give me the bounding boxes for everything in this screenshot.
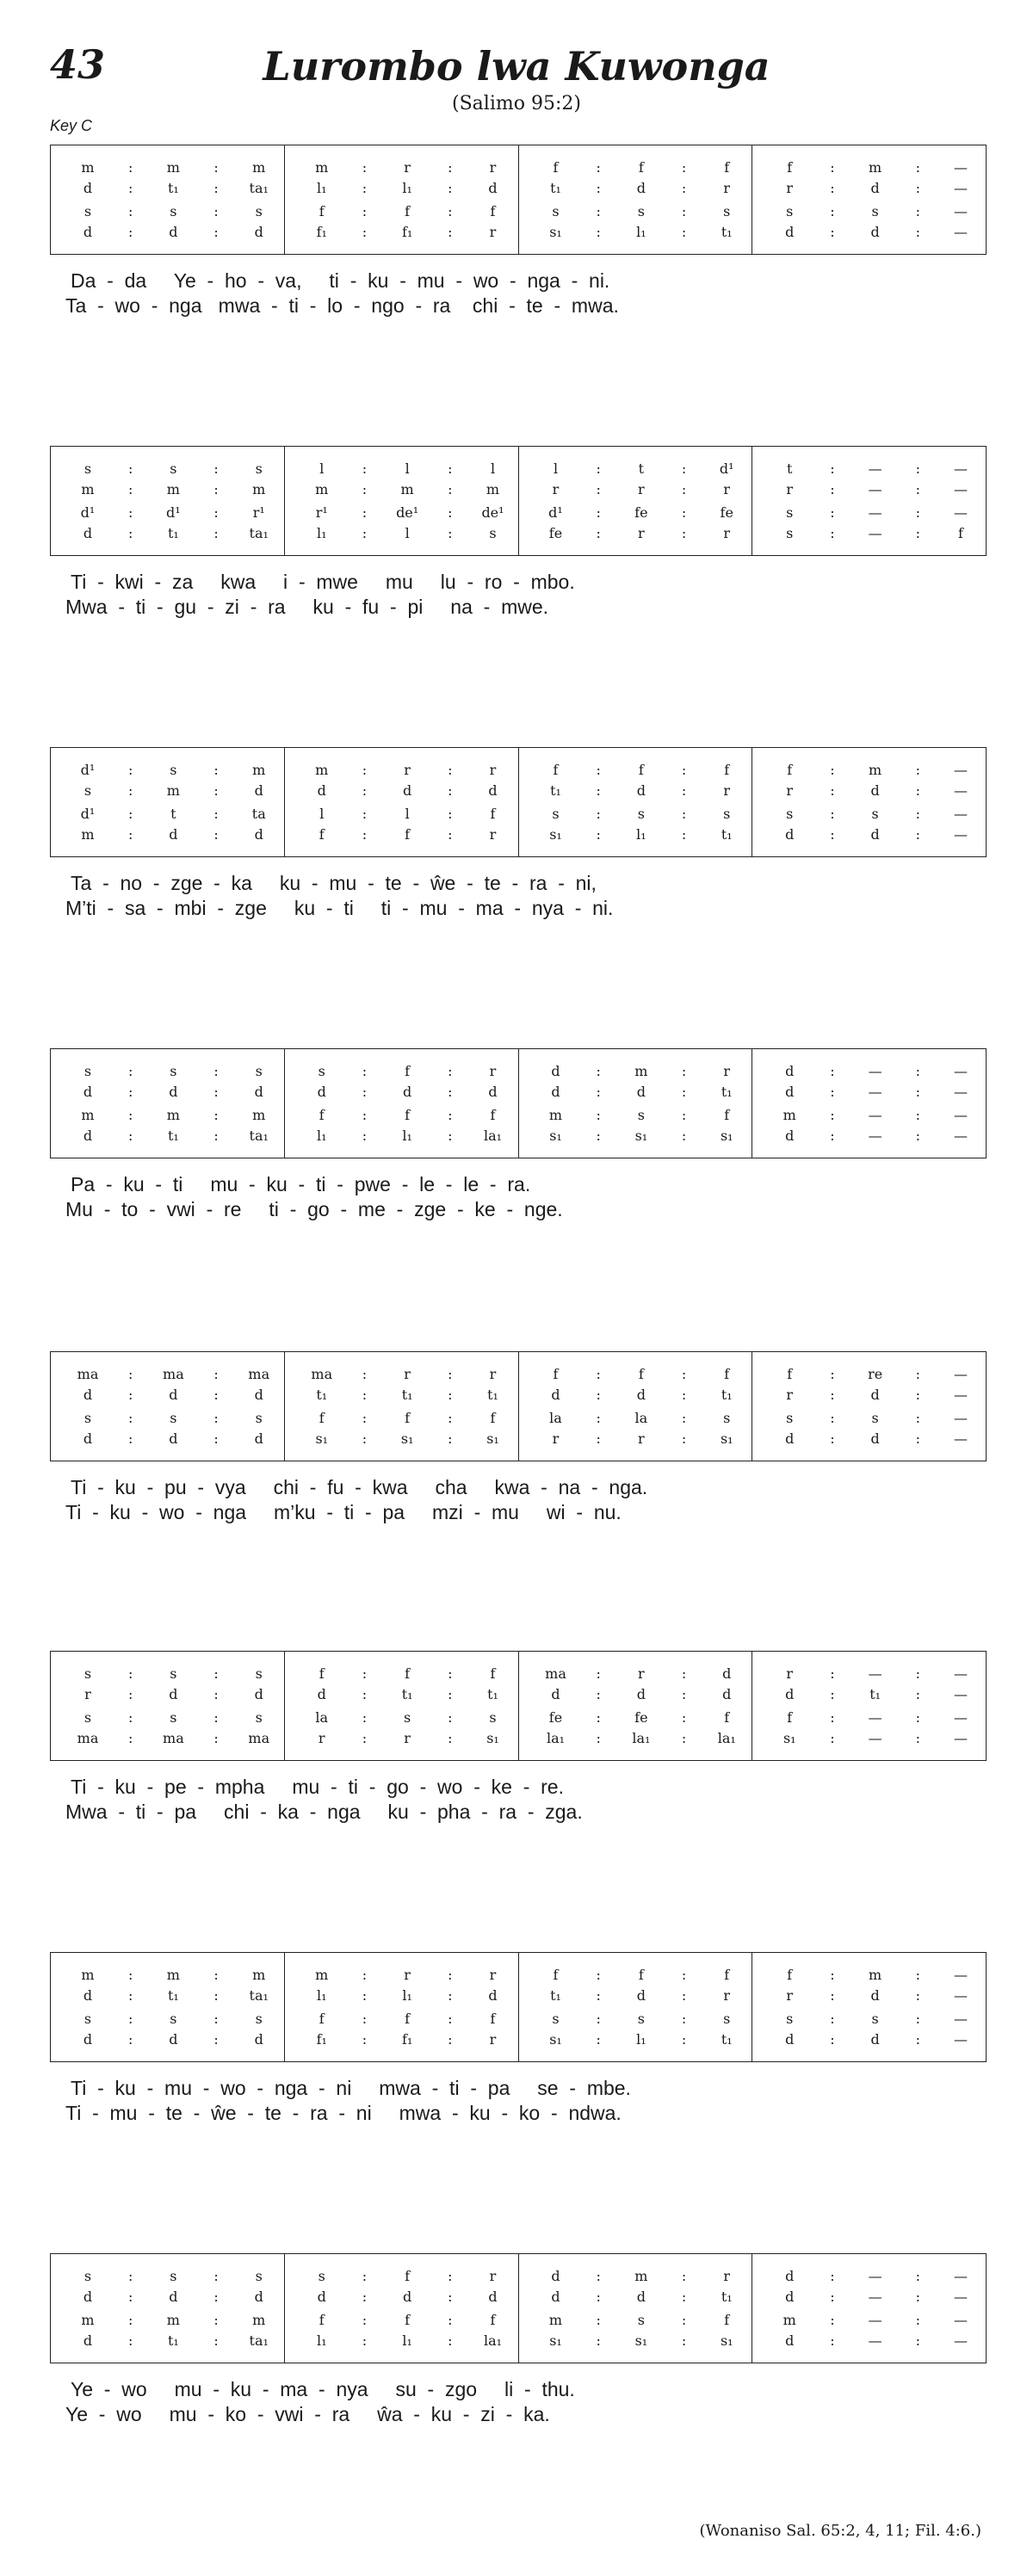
voice-line: d : d : d <box>83 224 263 240</box>
lyrics <box>50 871 987 921</box>
measure <box>284 1652 518 1760</box>
voice-line: s : s : s <box>552 203 731 219</box>
voice-line: f : f : f <box>553 1967 730 1983</box>
upper-voices <box>775 460 975 498</box>
voice-line: m : m : m <box>81 1107 266 1123</box>
voice-line: d : t₁ : ta₁ <box>83 1987 269 2004</box>
voice-line: d : d : t₁ <box>551 1387 733 1403</box>
upper-voices <box>541 1665 742 1703</box>
voice-line: ma : ma : ma <box>77 1730 270 1746</box>
upper-voices <box>73 1966 274 2005</box>
voice-line: f : f : f <box>553 1366 730 1382</box>
voice-line: f : — : — <box>787 1709 968 1726</box>
measure <box>752 748 986 856</box>
upper-voices <box>775 2267 975 2306</box>
voice-line: d : d : d <box>83 1387 263 1403</box>
measure <box>51 2254 284 2363</box>
voice-line: f : m : — <box>787 762 968 778</box>
voice-line: l₁ : l₁ : d <box>316 180 498 196</box>
voice-line: d : t₁ : t₁ <box>317 1686 498 1702</box>
voice-line: d : m : r <box>551 1063 731 1079</box>
voice-line: r : — : — <box>786 1665 968 1682</box>
voice-line: ma : r : d <box>545 1665 732 1682</box>
voice-line: m : m : m <box>81 2312 266 2328</box>
voice-line: d : d : d <box>83 1430 263 1447</box>
voice-line: m : — : — <box>782 2312 968 2328</box>
voice-line: f : f : f <box>319 203 496 219</box>
lower-voices <box>775 202 975 241</box>
voice-line: f₁ : f₁ : r <box>316 224 497 240</box>
voice-line: r : r : s₁ <box>552 1430 733 1447</box>
voice-line: l₁ : l₁ : la₁ <box>316 1127 503 1144</box>
voice-line: m : m : m <box>81 481 266 497</box>
voice-line: d : d : — <box>785 826 968 843</box>
measure <box>752 1352 986 1461</box>
voice-line: t : — : — <box>787 460 968 477</box>
voice-line: l : t : d¹ <box>553 460 734 477</box>
voice-line: m : r : r <box>315 762 497 778</box>
lower-voices <box>541 2010 742 2048</box>
measure <box>518 447 752 555</box>
voice-line: s : s : — <box>786 806 968 822</box>
key-signature: Key C <box>50 117 93 134</box>
music-system <box>50 446 987 620</box>
music-system <box>50 1351 987 1525</box>
upper-voices <box>307 761 508 800</box>
upper-voices <box>73 1062 274 1101</box>
voice-line: s₁ : l₁ : t₁ <box>549 826 733 843</box>
upper-voices <box>775 1365 975 1404</box>
lyric-line: M’ti - sa - mbi - zge ku - ti ti - mu - ma - nya - ni. <box>65 897 614 919</box>
lyric-line: Mwa - ti - pa chi - ka - nga ku - pha - ra - zga. <box>65 1801 583 1823</box>
voice-line: d : d : t₁ <box>551 2289 733 2305</box>
upper-voices <box>307 460 508 498</box>
upper-voices <box>73 1665 274 1703</box>
voice-line: r : d : — <box>786 180 968 196</box>
measure <box>284 1953 518 2061</box>
voice-line: f : m : — <box>787 1967 968 1983</box>
voice-line: s : s : s <box>84 203 263 219</box>
lyric-line: Ye - wo mu - ko - vwi - ra ŵa - ku - zi - ka. <box>65 2403 550 2425</box>
lyric-line: Ti - ku - pe - mpha mu - ti - go - wo - ke - re. <box>71 1776 564 1798</box>
measure <box>518 145 752 254</box>
measure <box>752 447 986 555</box>
lyrics <box>50 1775 987 1825</box>
lyrics <box>50 1172 987 1222</box>
voice-line: r : r : s₁ <box>318 1730 499 1746</box>
lower-voices <box>541 202 742 241</box>
voice-line: la : s : s <box>315 1709 497 1726</box>
voice-line: ma : ma : ma <box>77 1366 270 1382</box>
lyric-line: Ti - ku - mu - wo - nga - ni mwa - ti - pa se - mbe. <box>71 2077 631 2099</box>
voice-line: la₁ : la₁ : la₁ <box>546 1730 736 1746</box>
lower-voices <box>73 1708 274 1747</box>
voice-line: s₁ : l₁ : t₁ <box>549 224 733 240</box>
voice-line: ma : r : r <box>311 1366 497 1382</box>
lyric-line: Ta - no - zge - ka ku - mu - te - ŵe - te - ra - ni, <box>71 872 597 894</box>
voice-line: s : f : r <box>318 2268 497 2284</box>
measure <box>518 2254 752 2363</box>
measure <box>51 1049 284 1158</box>
lyric-line: Ti - ku - wo - nga m’ku - ti - pa mzi - mu wi - nu. <box>65 1501 622 1523</box>
voice-line: t₁ : d : r <box>550 782 731 799</box>
lower-voices <box>307 2311 508 2350</box>
voice-line: d : t₁ : ta₁ <box>83 525 269 541</box>
voice-line: m : m : m <box>81 159 266 176</box>
voice-line: r : d : — <box>786 782 968 799</box>
voice-line: d : d : d <box>83 2289 263 2305</box>
lower-voices <box>775 1106 975 1145</box>
lower-voices <box>307 202 508 241</box>
voice-line: la : la : s <box>549 1410 731 1426</box>
measure <box>752 2254 986 2363</box>
voice-line: d : t₁ : ta₁ <box>83 180 269 196</box>
measure <box>51 1652 284 1760</box>
lower-voices <box>541 805 742 843</box>
voice-line: fe : fe : f <box>548 1709 730 1726</box>
voice-line: m : d : d <box>81 826 263 843</box>
lyrics <box>50 2377 987 2427</box>
lyrics <box>50 269 987 318</box>
voice-line: s : s : — <box>786 203 968 219</box>
voice-line: r : d : d <box>84 1686 263 1702</box>
voice-line: t₁ : t₁ : t₁ <box>316 1387 498 1403</box>
solfa-score <box>50 1351 987 1461</box>
solfa-score <box>50 1952 987 2062</box>
voice-line: s : s : — <box>786 2011 968 2027</box>
upper-voices <box>307 158 508 197</box>
lyric-line: Mwa - ti - gu - zi - ra ku - fu - pi na - mwe. <box>65 596 549 618</box>
upper-voices <box>541 1365 742 1404</box>
upper-voices <box>775 1665 975 1703</box>
voice-line: s₁ : s₁ : s₁ <box>549 2332 733 2349</box>
lower-voices <box>541 1708 742 1747</box>
voice-line: d : d : d <box>83 1084 263 1100</box>
lyric-line: Ta - wo - nga mwa - ti - lo - ngo - ra chi - te - mwa. <box>65 294 619 317</box>
voice-line: m : — : — <box>782 1107 968 1123</box>
voice-line: d : — : — <box>785 1127 968 1144</box>
lower-voices <box>541 2311 742 2350</box>
lower-voices <box>73 2311 274 2350</box>
voice-line: l₁ : l₁ : la₁ <box>316 2332 503 2349</box>
voice-line: d¹ : d¹ : r¹ <box>80 504 265 521</box>
lower-voices <box>775 1409 975 1448</box>
lower-voices <box>307 1106 508 1145</box>
voice-line: s : s : s <box>84 1410 263 1426</box>
voice-line: r : d : — <box>786 1987 968 2004</box>
lower-voices <box>73 805 274 843</box>
measure <box>518 1049 752 1158</box>
lyrics <box>50 2076 987 2126</box>
lower-voices <box>73 503 274 542</box>
upper-voices <box>775 1062 975 1101</box>
voice-line: s₁ : l₁ : t₁ <box>549 2031 733 2048</box>
voice-line: f : re : — <box>787 1366 968 1382</box>
measure <box>752 1049 986 1158</box>
voice-line: s : — : f <box>786 525 963 541</box>
measure <box>518 1352 752 1461</box>
lyric-line: Ti - kwi - za kwa i - mwe mu lu - ro - mbo. <box>71 571 575 593</box>
voice-line: s : s : s <box>84 2011 263 2027</box>
voice-line: f : f : f <box>319 1665 496 1682</box>
upper-voices <box>541 1062 742 1101</box>
voice-line: d : d : — <box>785 2031 968 2048</box>
voice-line: m : m : m <box>81 1967 266 1983</box>
measure <box>752 1652 986 1760</box>
voice-line: l : l : f <box>319 806 496 822</box>
voice-line: t₁ : d : r <box>550 1987 731 2004</box>
voice-line: f : f : f <box>319 1410 496 1426</box>
lyric-line: Ti - mu - te - ŵe - te - ra - ni mwa - ku - ko - ndwa. <box>65 2102 622 2124</box>
upper-voices <box>73 158 274 197</box>
hymn-title: Lurombo lwa Kuwonga <box>263 43 770 90</box>
voice-line: f : f : f <box>319 2011 496 2027</box>
measure <box>51 447 284 555</box>
lower-voices <box>775 2010 975 2048</box>
voice-line: d : d : d <box>83 2031 263 2048</box>
upper-voices <box>775 761 975 800</box>
lyrics <box>50 570 987 620</box>
lower-voices <box>775 805 975 843</box>
measure <box>284 145 518 254</box>
measure <box>518 1953 752 2061</box>
measure <box>518 748 752 856</box>
voice-line: d : t₁ : — <box>785 1686 968 1702</box>
voice-line: t₁ : d : r <box>550 180 731 196</box>
upper-voices <box>307 1365 508 1404</box>
voice-line: m : m : m <box>315 481 500 497</box>
lower-voices <box>307 503 508 542</box>
lower-voices <box>73 202 274 241</box>
lower-voices <box>307 1708 508 1747</box>
lower-voices <box>775 1708 975 1747</box>
upper-voices <box>73 1365 274 1404</box>
lower-voices <box>307 1409 508 1448</box>
voice-line: m : r : r <box>315 159 497 176</box>
upper-voices <box>307 1966 508 2005</box>
measure <box>752 145 986 254</box>
upper-voices <box>541 460 742 498</box>
voice-line: d : — : — <box>785 2332 968 2349</box>
voice-line: m : r : r <box>315 1967 497 1983</box>
voice-line: l₁ : l : s <box>316 525 497 541</box>
upper-voices <box>775 158 975 197</box>
solfa-score <box>50 145 987 255</box>
voice-line: r : r : r <box>552 481 731 497</box>
lower-voices <box>541 1106 742 1145</box>
lower-voices <box>307 2010 508 2048</box>
music-system <box>50 747 987 921</box>
solfa-score <box>50 1651 987 1761</box>
voice-line: f : m : — <box>787 159 968 176</box>
upper-voices <box>73 2267 274 2306</box>
voice-line: d : — : — <box>785 1084 968 1100</box>
upper-voices <box>307 1062 508 1101</box>
lower-voices <box>73 2010 274 2048</box>
voice-line: d¹ : t : ta <box>80 806 266 822</box>
voice-line: d : d : d <box>317 782 498 799</box>
upper-voices <box>73 460 274 498</box>
voice-line: d¹ : fe : fe <box>548 504 733 521</box>
voice-line: s : m : d <box>84 782 263 799</box>
upper-voices <box>307 1665 508 1703</box>
voice-line: d : — : — <box>785 2268 968 2284</box>
music-system <box>50 1651 987 1825</box>
upper-voices <box>541 158 742 197</box>
footer-reference: (Wonaniso Sal. 65:2, 4, 11; Fil. 4:6.) <box>699 2522 981 2540</box>
voice-line: d : — : — <box>785 2289 968 2305</box>
voice-line: f : f : f <box>319 2312 496 2328</box>
lyric-line: Ti - ku - pu - vya chi - fu - kwa cha kwa - na - nga. <box>71 1476 648 1498</box>
voice-line: f : f : f <box>553 159 730 176</box>
lower-voices <box>307 805 508 843</box>
music-system <box>50 2253 987 2427</box>
voice-line: l₁ : l₁ : d <box>316 1987 498 2004</box>
solfa-score <box>50 747 987 857</box>
upper-voices <box>73 761 274 800</box>
upper-voices <box>541 2267 742 2306</box>
measure <box>51 1953 284 2061</box>
hymn-number: 43 <box>50 41 106 88</box>
measure <box>752 1953 986 2061</box>
voice-line: s : s : s <box>84 1665 263 1682</box>
solfa-score <box>50 2253 987 2363</box>
measure <box>51 145 284 254</box>
lower-voices <box>775 503 975 542</box>
voice-line: s : s : s <box>84 2268 263 2284</box>
solfa-score <box>50 446 987 556</box>
lower-voices <box>73 1106 274 1145</box>
lyric-line: Ye - wo mu - ku - ma - nya su - zgo li - thu. <box>71 2378 575 2400</box>
lower-voices <box>775 2311 975 2350</box>
voice-line: d : d : t₁ <box>551 1084 733 1100</box>
lyrics <box>50 1475 987 1525</box>
upper-voices <box>307 2267 508 2306</box>
voice-line: s : — : — <box>786 504 968 521</box>
measure <box>284 2254 518 2363</box>
voice-line: s₁ : — : — <box>782 1730 968 1746</box>
lower-voices <box>541 503 742 542</box>
lyric-line: Mu - to - vwi - re ti - go - me - zge - ke - nge. <box>65 1198 563 1220</box>
music-system <box>50 1952 987 2126</box>
voice-line: m : s : f <box>548 2312 730 2328</box>
voice-line: s : s : s <box>84 1063 263 1079</box>
voice-line: s₁ : s₁ : s₁ <box>549 1127 733 1144</box>
voice-line: d : d : d <box>317 1084 498 1100</box>
voice-line: d : d : — <box>785 224 968 240</box>
voice-line: d : t₁ : ta₁ <box>83 2332 269 2349</box>
voice-line: d : d : d <box>551 1686 732 1702</box>
measure <box>284 748 518 856</box>
lower-voices <box>541 1409 742 1448</box>
voice-line: f : f : r <box>319 826 497 843</box>
voice-line: l : l : l <box>319 460 496 477</box>
voice-line: m : s : f <box>548 1107 730 1123</box>
voice-line: r : d : — <box>786 1387 968 1403</box>
voice-line: s₁ : s₁ : s₁ <box>315 1430 499 1447</box>
voice-line: s : s : — <box>786 1410 968 1426</box>
voice-line: f : f : f <box>319 1107 496 1123</box>
voice-line: fe : r : r <box>548 525 731 541</box>
voice-line: d : t₁ : ta₁ <box>83 1127 269 1144</box>
voice-line: s : s : s <box>552 2011 731 2027</box>
solfa-score <box>50 1048 987 1158</box>
voice-line: s : s : s <box>552 806 731 822</box>
upper-voices <box>775 1966 975 2005</box>
lyric-line: Da - da Ye - ho - va, ti - ku - mu - wo - nga - ni. <box>71 269 610 292</box>
voice-line: r¹ : de¹ : de¹ <box>315 504 504 521</box>
voice-line: d : — : — <box>785 1063 968 1079</box>
voice-line: d : d : — <box>785 1430 968 1447</box>
voice-line: f₁ : f₁ : r <box>316 2031 497 2048</box>
scripture-reference: (Salimo 95:2) <box>452 93 581 114</box>
measure <box>51 1352 284 1461</box>
lower-voices <box>73 1409 274 1448</box>
voice-line: s : f : r <box>318 1063 497 1079</box>
voice-line: f : f : f <box>553 762 730 778</box>
measure <box>284 1049 518 1158</box>
measure <box>51 748 284 856</box>
voice-line: r : — : — <box>786 481 968 497</box>
voice-line: d¹ : s : m <box>80 762 266 778</box>
music-system <box>50 145 987 318</box>
voice-line: s : s : s <box>84 460 263 477</box>
upper-voices <box>541 1966 742 2005</box>
measure <box>284 447 518 555</box>
measure <box>284 1352 518 1461</box>
voice-line: d : d : d <box>317 2289 498 2305</box>
lyric-line: Pa - ku - ti mu - ku - ti - pwe - le - le - ra. <box>71 1173 531 1195</box>
voice-line: s : s : s <box>84 1709 263 1726</box>
music-system <box>50 1048 987 1222</box>
upper-voices <box>541 761 742 800</box>
voice-line: d : m : r <box>551 2268 731 2284</box>
measure <box>518 1652 752 1760</box>
